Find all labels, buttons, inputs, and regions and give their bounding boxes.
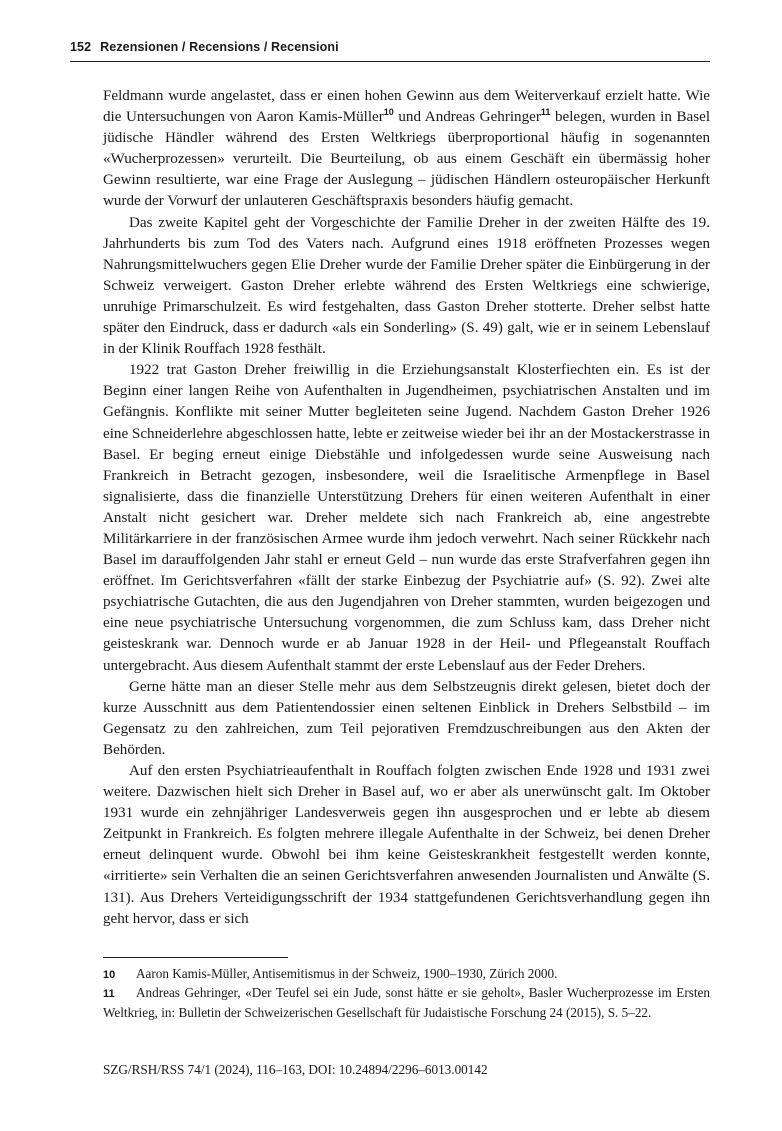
running-header [70, 40, 710, 54]
paragraph: Auf den ersten Psychiatrieaufenthalt in Rouffach folgten zwischen Ende 1928 und 1931 zwei weitere. Dazwischen hielt sich Dreher in Basel auf, wo er aber als unerwünscht galt. Im Oktober 1931 wurde ein zehnjähriger Landesverweis gegen ihn ausgesprochen und er lebte ab diesem Zeitpunkt in Frankreich. Es folgten mehrere illegale Aufenthalte in der Schweiz, bei denen Dreher erneut delinquent wurde. Obwohl bei ihm keine Geisteskrankheit festgestellt werden konnte, «irritierte» sein Verhalten die an seinen Gerichtsverfahren anwesenden Journalisten und Anwälte (S. 131). Aus Drehers Verteidigungsschrift der 1934 stattgefundenen Gerichtsverhandlung gegen ihn geht hervor, dass er sich [103, 763, 710, 927]
footnote-ref-11[interactable]: 11 [540, 107, 551, 118]
paragraph: Das zweite Kapitel geht der Vorgeschichte der Familie Dreher in der zweiten Hälfte des 19. Jahrhunderts bis zum Tod des Vaters nach. Aufgrund eines 1918 eröffneten Prozesses wegen Nahrungsmittelwuchers gegen Elie Dreher wurde der Familie Dreher später die Einbürgerung in der Schweiz verweigert. Gaston Dreher erlebte während des Ersten Weltkriegs eine schwierige, unruhige Primarschulzeit. Es wird festgehalten, dass Gaston Dreher stotterte. Dreher selbst hatte später den Eindruck, dass er dadurch «als ein Sonderling» (S. 49) galt, wie er in seinem Lebenslauf in der Klinik Rouffach 1928 festhält. [103, 214, 710, 358]
footnote-number: 10 [103, 969, 116, 981]
paragraph-text: Feldmann wurde angelastet, dass er einen hohen Gewinn aus dem Weiterverkauf erzielt hatte. Wie die Untersuchungen von Aaron Kamis-Müller [103, 88, 710, 126]
footnote [103, 984, 710, 1022]
footnotes [103, 965, 710, 1022]
footnote-ref-10[interactable]: 10 [383, 107, 394, 118]
footnote-number: 11 [103, 988, 115, 1001]
footnote-text: Andreas Gehringer, «Der Teufel sei ein Jude, sonst hätte er sie geholt», Basler Wucherprozesse im Ersten Weltkrieg, in: Bulletin der Schweizerischen Gesellschaft für Judaistische Forschung 24 (2015), S. 5–22. [103, 985, 710, 1020]
footnote-rule [103, 957, 288, 958]
header-rule [70, 61, 710, 62]
running-title: Rezensionen / Recensions / Recensioni [100, 40, 339, 54]
main-text [103, 86, 710, 930]
paragraph-text: belegen, wurden in Basel jüdische Händler während des Ersten Weltkriegs überproportional häufig in sogenannten «Wucherprozessen» verurteilt. Die Beurteilung, ob aus einem Geschäft ein übermässig hoher Gewinn resultierte, war eine Frage der Auslegung – jüdischen Händlern osteuropäischer Herkunft wurde der Vorwurf der unlauteren Geschäftspraxis besonders häufig gemacht. [103, 109, 711, 210]
page-number: 152 [70, 40, 92, 54]
footnote-text: Aaron Kamis-Müller, Antisemitismus in der Schweiz, 1900–1930, Zürich 2000. [136, 966, 558, 981]
paragraph: 1922 trat Gaston Dreher freiwillig in die Erziehungsanstalt Klosterfiechten ein. Es ist der Beginn einer langen Reihe von Aufenthalten in Jugendheimen, psychiatrischen Anstalten und im Gefängnis. Konflikte mit seiner Mutter begleiteten seine Jugend. Nachdem Gaston Dreher 1926 eine Schneiderlehre abgeschlossen hatte, lebte er zeitweise wieder bei ihr an der Mostackerstrasse in Basel. Er beging erneut einige Diebstähle und infolgedessen wurde seine Ausweisung nach Frankreich in Betracht gezogen, insbesondere, weil die Israelitische Armenpflege in Basel signalisierte, dass die finanzielle Unterstützung Drehers für einen weiteren Aufenthalt in einer Anstalt nicht gesichert war. Dreher meldete sich nach Frankreich ab, eine angestrebte Militärkarriere in der französischen Armee wurde ihm jedoch verwehrt. Nach seiner Rückkehr nach Basel im darauffolgenden Jahr stahl er erneut Geld – nun wurde das erste Strafverfahren gegen ihn eröffnet. Im Gerichtsverfahren «fällt der starke Einbezug der Psychiatrie auf» (S. 92). Zwei alte psychiatrische Gutachten, die aus den Jugendjahren von Dreher stammten, wurden beigezogen und eine neue psychiatrische Untersuchung vorgenommen, die zum Schluss kam, dass Dreher nicht geisteskrank war. Dennoch wurde er ab Januar 1928 in der Heil- und Pflegeanstalt Rouffach untergebracht. Aus diesem Aufenthalt stammt der erste Lebenslauf aus der Feder Drehers. [103, 362, 710, 674]
footnote [103, 965, 710, 984]
journal-citation-footer: SZG/RSH/RSS 74/1 (2024), 116–163, DOI: 10.24894/2296–6013.00142 [103, 1062, 488, 1077]
paragraph: Gerne hätte man an dieser Stelle mehr aus dem Selbstzeugnis direkt gelesen, bietet doch der kurze Ausschnitt aus dem Patientendossier einen seltenen Einblick in Drehers Selbstbild – im Gegensatz zu den zahlreichen, zum Teil pejorativen Fremdzuschreibungen aus den Akten der Behörden. [103, 678, 710, 758]
paragraph [103, 86, 710, 213]
paragraph-text: und Andreas Gehringer [393, 109, 541, 126]
